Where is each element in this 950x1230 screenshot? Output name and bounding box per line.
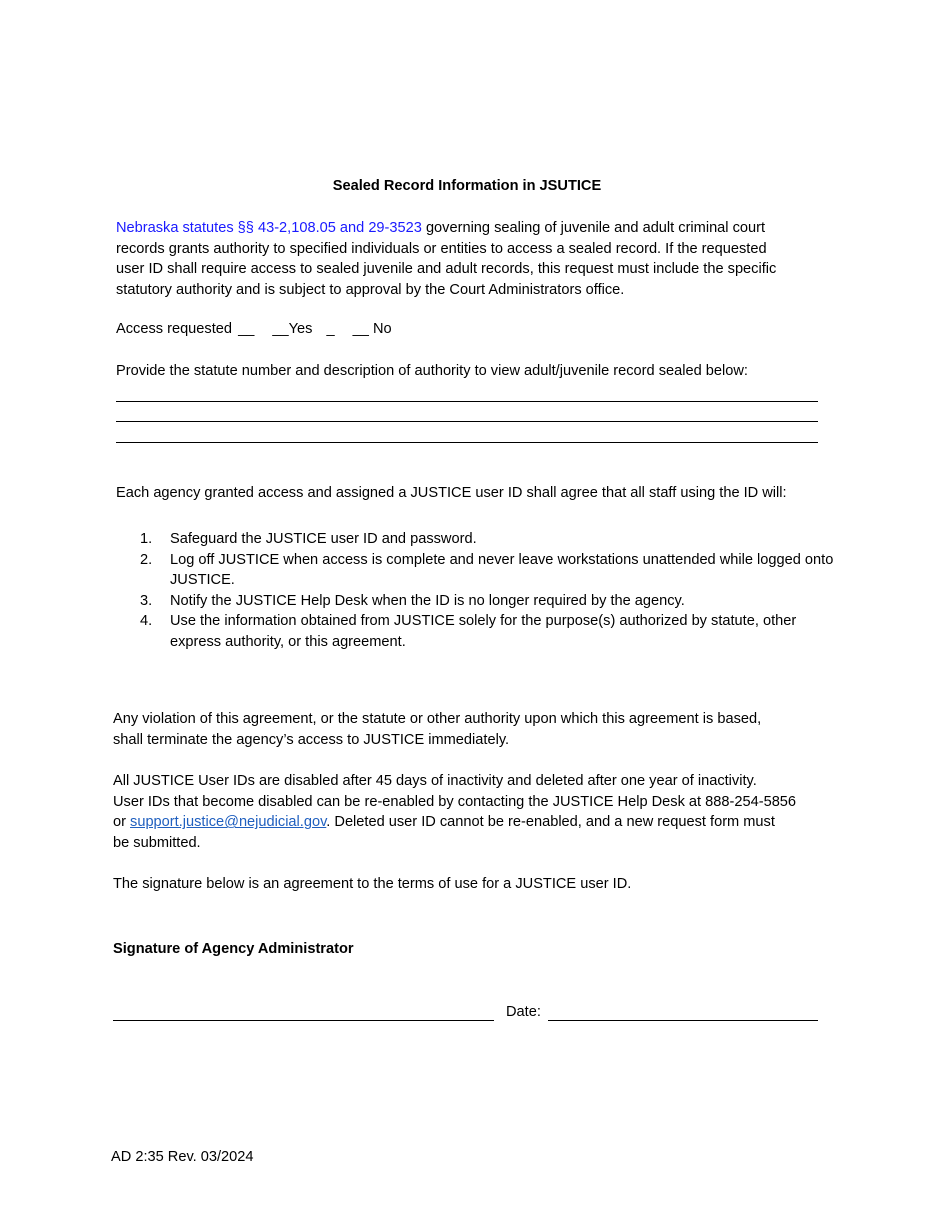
access-blank-1[interactable]: __: [238, 321, 255, 337]
statute-entry-line-2[interactable]: [116, 421, 818, 422]
list-item: [116, 550, 836, 591]
intro-line-3: user ID shall require access to sealed juvenile and adult records, this request must include the specific: [116, 261, 777, 278]
access-blank-2[interactable]: _: [326, 321, 335, 337]
intro-line-4: statutory authority and is subject to approval by the Court Administrators office.: [116, 281, 625, 298]
list-number: 4.: [140, 613, 153, 630]
inactivity-paragraph: [113, 771, 796, 853]
intro-paragraph: [116, 218, 776, 300]
inactivity-line-2: User IDs that become disabled can be re-enabled by contacting the JUSTICE Help Desk at 888-254-5856: [113, 793, 797, 810]
statute-prompt: Provide the statute number and description of authority to view adult/juvenile record sealed below:: [116, 363, 748, 379]
access-yes-option[interactable]: __Yes: [272, 321, 313, 337]
page-title: Sealed Record Information in JSUTICE: [332, 178, 602, 194]
date-label: Date:: [506, 1004, 541, 1020]
signature-note: The signature below is an agreement to the terms of use for a JUSTICE user ID.: [113, 876, 632, 892]
list-number: 2.: [140, 551, 153, 568]
list-text: Log off JUSTICE when access is complete and never leave workstations unattended while logged onto JUSTICE.: [170, 551, 834, 589]
list-number: 3.: [140, 592, 153, 609]
access-no-option[interactable]: __ No: [352, 321, 392, 337]
support-email-link[interactable]: support.justice@nejudicial.gov: [130, 814, 327, 831]
signature-heading: Signature of Agency Administrator: [113, 941, 354, 957]
list-number: 1.: [140, 531, 153, 547]
list-item: [116, 591, 836, 612]
inactivity-line-3-rest: . Deleted user ID cannot be re-enabled, and a new request form must: [326, 814, 775, 831]
violation-line-1: Any violation of this agreement, or the statute or other authority upon which this agreement is based,: [113, 711, 762, 727]
inactivity-line-1: All JUSTICE User IDs are disabled after 45 days of inactivity and deleted after one year of inactivity.: [113, 773, 757, 789]
violation-line-2: shall terminate the agency’s access to JUSTICE immediately.: [113, 731, 510, 748]
intro-line-1: governing sealing of juvenile and adult criminal court: [421, 220, 766, 236]
list-text: Notify the JUSTICE Help Desk when the ID is no longer required by the agency.: [170, 592, 685, 609]
agreement-intro: Each agency granted access and assigned a JUSTICE user ID shall agree that all staff using the ID will:: [116, 485, 787, 501]
inactivity-line-3-prefix: or: [113, 814, 131, 831]
access-label: Access requested: [116, 321, 233, 337]
signature-line[interactable]: [113, 1020, 494, 1021]
statute-entry-line-3[interactable]: [116, 442, 818, 443]
form-revision-footer: AD 2:35 Rev. 03/2024: [111, 1149, 254, 1165]
list-item: [116, 611, 836, 652]
date-line[interactable]: [548, 1020, 818, 1021]
access-requested-row: [116, 321, 392, 337]
agreement-list: [116, 529, 836, 653]
inactivity-line-4: be submitted.: [113, 834, 201, 851]
list-text: Use the information obtained from JUSTICE solely for the purpose(s) authorized by statute, other express authority, or this agreement.: [170, 613, 797, 650]
intro-line-2: records grants authority to specified individuals or entities to access a sealed record. If the requested: [116, 240, 767, 257]
list-item: [116, 529, 836, 550]
violation-paragraph: [113, 709, 761, 750]
statute-entry-line-1[interactable]: [116, 401, 818, 402]
statute-link[interactable]: Nebraska statutes §§ 43-2,108.05 and 29-3523: [116, 220, 422, 236]
list-text: Safeguard the JUSTICE user ID and password.: [170, 531, 477, 547]
